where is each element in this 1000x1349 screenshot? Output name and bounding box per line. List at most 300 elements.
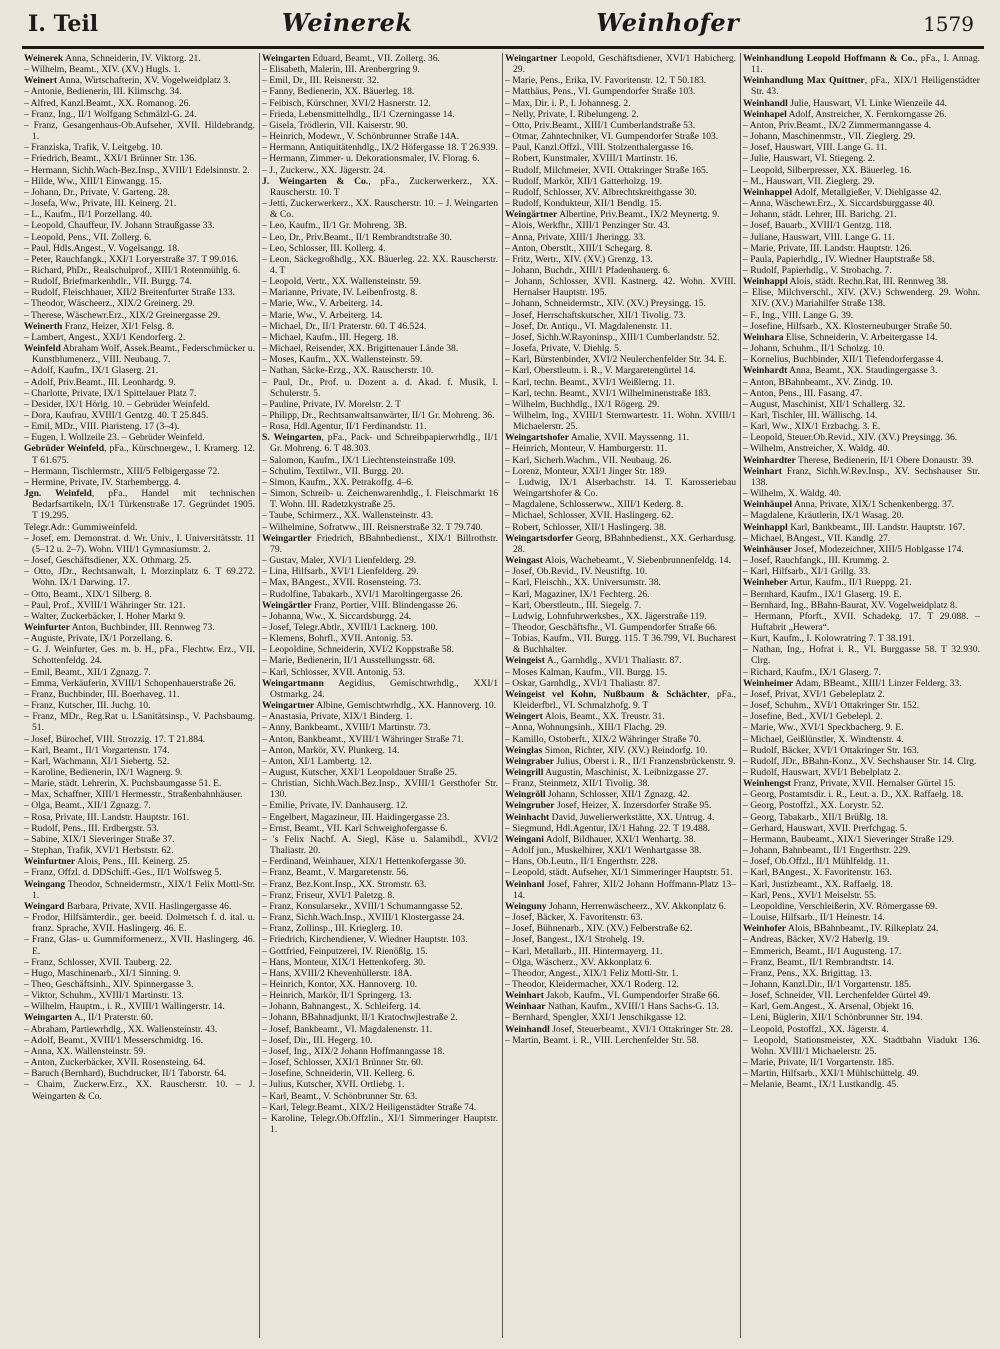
directory-entry — [743, 287, 980, 309]
entry-details: – Johann, Schlosser, XVII. Kastnerg. 42. Wohn. XVIII. Hernalser Hauptstr. 195. — [505, 276, 737, 299]
directory-entry — [743, 800, 980, 811]
directory-entry — [262, 867, 498, 878]
directory-entry — [743, 957, 980, 968]
entry-details: Josef, Heizer, X. Inzersdorfer Straße 95. — [554, 800, 712, 812]
entry-details: – Leni, Büglerin, XII/1 Schönbrunner Str. 194. — [743, 1012, 923, 1024]
entry-details: – August, Maschinist, XII/1 Schallerg. 32. — [743, 398, 906, 410]
directory-entry — [743, 254, 980, 265]
entry-details: – Hermann, Tischlermstr., XIII/5 Felbigergasse 72. — [24, 465, 220, 477]
entry-details: – Melanie, Beamt., IX/1 Lustkandlg. 45. — [743, 1079, 899, 1091]
entry-details: Josef, Fahrer, XII/2 Johann Hoffmann-Platz 13–14. — [513, 878, 737, 901]
entry-details: – Josef, Ing., XIX/2 Johann Hoffmanngasse 18. — [262, 1045, 445, 1057]
directory-entry — [24, 711, 255, 733]
directory-entry — [743, 533, 980, 544]
entry-details: – Karl, Wachmann, XI/1 Siebertg. 52. — [24, 755, 170, 767]
entry-details: Simon, Richter, XIV. (XV.) Reindorfg. 10. — [542, 744, 708, 756]
directory-entry — [743, 879, 980, 890]
directory-entry — [505, 232, 736, 243]
directory-entry — [743, 589, 980, 600]
entry-details: – Hugo, Maschinenarb., XI/1 Sinning. 9. — [24, 967, 181, 979]
entry-details: Anna, Private, XIX/1 Schenkenbergg. 37. — [792, 499, 955, 511]
entry-details: – Johann, Bahnangest., X. Schleiferg. 14. — [262, 1001, 421, 1013]
directory-entry — [24, 142, 255, 153]
directory-entry — [262, 276, 498, 287]
entry-details: – Rudolf, Papierhdlg., V. Strobachg. 7. — [743, 264, 892, 276]
entry-details: – Rudolf, JDr., BBahn-Konz., XV. Sechshauser Str. 14. Clrg. — [743, 755, 977, 767]
entry-details: – Leopold, Pens., VII. Zollerg. 6. — [24, 231, 152, 243]
directory-entry — [24, 867, 255, 878]
directory-entry — [24, 75, 255, 86]
entry-details: – Nelly, Private, I. Ribelungeng. 2. — [505, 108, 639, 120]
directory-entry — [505, 767, 736, 778]
directory-entry — [262, 1091, 498, 1102]
entry-details: – Michael, Geißlünstler, X. Windtenstr. 4. — [743, 733, 904, 745]
directory-entry — [505, 722, 736, 733]
directory-entry — [743, 109, 980, 120]
entry-details: – Marianne, Private, IV. Leibenfrostg. 8. — [262, 287, 418, 299]
entry-details: – Josef, Bankbeamt., VI. Magdalenenstr. 11. — [262, 1023, 433, 1035]
entry-details: – Emma, Verkäuferin, XVIII/1 Schopenhauerstraße 26. — [24, 677, 236, 689]
directory-entry — [262, 142, 498, 153]
entry-details: – Karl, Oberstleutn. i. R., V. Margaretengürtel 14. — [505, 365, 696, 377]
directory-entry — [262, 812, 498, 823]
directory-entry — [505, 332, 736, 343]
directory-entry — [262, 477, 498, 488]
entry-details: – Josef, Bühnenarb., XIV. (XV.) Felberstraße 62. — [505, 923, 693, 935]
directory-entry — [24, 812, 255, 823]
directory-entry — [505, 343, 736, 354]
entry-surname: Weingartner — [505, 53, 558, 64]
entry-details: – Franz, Schlosser, XVII. Tauberg. 22. — [24, 956, 172, 968]
directory-entry — [505, 75, 736, 86]
entry-surname: Weinguny — [505, 900, 547, 912]
entry-details: – Max, Schaffner, XIII/1 Hermesstr., Straßenbahnhäuser. — [24, 789, 243, 801]
directory-entry — [743, 689, 980, 700]
directory-entry — [262, 466, 498, 477]
directory-entry — [262, 1057, 498, 1068]
entry-details: – Gottfried, Feinputzerei, IV. Rienößlg. 15. — [262, 945, 428, 957]
directory-entry — [262, 421, 498, 432]
directory-entry — [743, 756, 980, 767]
directory-entry — [262, 131, 498, 142]
entry-details: – Tobias, Kaufm., VII. Burgg. 115. T 36.799, VI. Bucharest & Buchhalter. — [505, 633, 737, 656]
directory-entry — [505, 678, 736, 689]
directory-entry — [262, 778, 498, 800]
directory-entry — [24, 689, 255, 700]
directory-entry — [505, 254, 736, 265]
entry-details: – Karl, techn. Beamt., XVI/1 Weißlerng. 11. — [505, 376, 675, 388]
entry-details: – Wilhelm, Anstreicher, X. Waldg. 40. — [743, 443, 890, 455]
directory-entry — [262, 700, 498, 711]
directory-entry — [262, 901, 498, 912]
entry-details: – Josef, Ob.Revid., IV. Neustiftg. 10. — [505, 566, 648, 578]
entry-details: – Stephan, Trafik, XVI/1 Herbststr. 62. — [24, 845, 174, 857]
entry-details: – Olga, Wäscherz., XV. Akkonplatz 6. — [505, 956, 652, 968]
directory-entry — [262, 1001, 498, 1012]
entry-details: – Josef, Bauarb., XVIII/1 Gentzg. 118. — [743, 220, 892, 232]
entry-surname: Weinhacht — [505, 811, 550, 823]
directory-entry — [24, 644, 255, 666]
entry-details: – Franz, Beamt., II/1 Rembrandtstr. 14. — [743, 956, 894, 968]
entry-details: – Ferdinand, Weinhauer, XIX/1 Hettenkofergasse 30. — [262, 856, 467, 868]
entry-details: – Leopoldine, Schneiderin, XVI/2 Koppstraße 58. — [262, 644, 454, 656]
directory-entry — [743, 923, 980, 934]
entry-details: – Karl, Ww., XIX/1 Erzbachg. 3. E. — [743, 421, 881, 433]
entry-details: – Leopold, städt. Aufseher, XI/1 Simmeringer Hauptstr. 51. — [505, 867, 733, 879]
entry-details: Adam, BBeamt., XIII/1 Linzer Felderg. 33. — [793, 677, 962, 689]
directory-entry — [743, 544, 980, 555]
entry-details: – Johann, BBahnadjunkt, II/1 Kratochwjlestraße 2. — [262, 1012, 458, 1024]
entry-details: Albine, Gemischtwrhdlg., XX. Hannoverg. 10. — [314, 700, 497, 712]
entry-details: – Marie, Private, II/1 Vorgartenstr. 185. — [743, 1057, 895, 1069]
entry-details: – Anton, Oberstlt., XIII/1 Schegarg. 8. — [505, 242, 653, 254]
entry-surname: Weingraber — [505, 755, 555, 767]
directory-entry — [262, 678, 498, 700]
directory-entry — [24, 243, 255, 254]
entry-surname: Weinerek — [24, 53, 64, 64]
entry-details: – Theo, Geschäftsinh., XIV. Spinnergasse 3. — [24, 978, 194, 990]
directory-entry — [743, 566, 980, 577]
entry-details: Karl, Bankbeamt., III. Landstr. Hauptstr. 167. — [787, 521, 965, 533]
entry-details: Telegr.Adr.: Gummiweinfeld. — [24, 521, 138, 533]
directory-entry — [262, 53, 498, 64]
directory-entry — [743, 734, 980, 745]
entry-details: – Charlotte, Private, IX/1 Spittelauer Platz 7. — [24, 387, 197, 399]
directory-entry — [743, 745, 980, 756]
entry-details: – Julie, Hauswart, VI. Stiegeng. 2. — [743, 153, 875, 165]
directory-entry — [24, 365, 255, 376]
entry-details: , pFa., Kleiderfbrl., VI. Schmalzhofg. 9. T — [513, 688, 737, 712]
directory-entry — [262, 377, 498, 399]
entry-details: – Josef, Dr. Antiqu., VI. Magdalenenstr. 11. — [505, 320, 673, 332]
directory-entry — [743, 343, 980, 354]
directory-entry — [505, 499, 736, 510]
entry-details: – Rudolf, Hauswart, XVI/1 Bebelplatz 2. — [743, 767, 901, 778]
entry-details: – Kornelius, Buchbinder, XII/1 Tiefendorfergasse 4. — [743, 354, 944, 366]
entry-details: – Josef, Privat, XVI/1 Gebeleplatz 2. — [743, 688, 885, 700]
directory-entry — [24, 566, 255, 588]
entry-surname: J. Weingarten & Co. — [262, 175, 369, 187]
entry-details: – Johann, Dr., Private, V. Garteng. 28. — [24, 186, 170, 198]
entry-details: – Martin, Hilfsarb., XXI/1 Mühlschüttelg. 49. — [743, 1068, 919, 1080]
entry-details: – F., Ing., VIII. Lange G. 39. — [743, 309, 854, 321]
directory-entry — [262, 711, 498, 722]
directory-entry — [743, 600, 980, 611]
directory-entry — [743, 332, 980, 343]
directory-entry — [262, 332, 498, 343]
directory-entry — [262, 455, 498, 466]
entry-details: Albertine, Priv.Beamt., IX/2 Meynertg. 9. — [557, 209, 720, 221]
entry-details: – Andreas, Bäcker, XV/2 Haberlg. 19. — [743, 934, 890, 946]
entry-details: – Karl, Hilfsarb., XI/1 Grillg. 33. — [743, 566, 871, 578]
directory-entry — [505, 912, 736, 923]
directory-entry — [262, 745, 498, 756]
directory-entry — [505, 53, 736, 75]
entry-details: – Simon, Kaufm., XX. Petrakoffg. 4–6. — [262, 476, 414, 488]
directory-entry — [743, 466, 980, 488]
entry-surname: Weinhardt — [743, 365, 788, 377]
entry-details: – August, Kutscher, XXI/1 Leopoldauer Straße 25. — [262, 767, 457, 778]
entry-details: – Johann, Bahnbeamt., II/1 Engerthstr. 229. — [743, 845, 911, 857]
entry-details: Anna, Beamt., XX. Staudingergasse 3. — [787, 365, 938, 377]
directory-entry — [24, 232, 255, 243]
entry-details: – Kamillo, Ostoberft., XIX/2 Währinger Straße 70. — [505, 733, 701, 745]
entry-details: – Karl, techn. Beamt., XVI/1 Wilhelminenstraße 183. — [505, 387, 711, 399]
directory-entry — [24, 265, 255, 276]
entry-details: – Anton, Markör, XV. Plunkerg. 14. — [262, 744, 400, 756]
entry-surname: Weingartner — [262, 700, 315, 712]
entry-details: – Franz, Buchbinder, III. Boerhaveg. 11. — [24, 688, 180, 700]
directory-entry — [262, 856, 498, 867]
entry-details: – Wilhelm, Ing., XVIII/1 Sternwartestr. 11. Wohn. XVIII/1 Michaelerstr. 25. — [505, 410, 737, 433]
entry-details: – Otmar, Zahntechniker, VI. Gumpendorfer Straße 103. — [505, 131, 719, 143]
column-3 — [503, 53, 741, 1338]
entry-details: – Karl, Gem.Angest., X. Arsenal, Objekt 16. — [743, 1001, 914, 1013]
directory-entry — [24, 176, 255, 187]
directory-entry — [505, 477, 736, 499]
entry-details: – Michael, BAngest., VII. Kandlg. 27. — [743, 532, 891, 544]
directory-entry — [24, 120, 255, 142]
entry-details: – Johann, städt. Lehrer, III. Barichg. 21. — [743, 209, 897, 221]
entry-details: – Karl, Beamt., II/1 Vorgartenstr. 174. — [24, 744, 170, 756]
entry-details: – Franz, Beamt., V. Margaretenstr. 56. — [262, 867, 409, 879]
entry-details: – Franz, MDr., Reg.Rat u. LSanitätsinsp., V. Pachsbaumg. 51. — [24, 711, 256, 734]
entry-details: – Franz, Offzl. d. DDSchiff.-Ges., II/1 Wolfsweg 5. — [24, 867, 222, 879]
directory-entry — [24, 64, 255, 75]
entry-surname: Weinhengst — [743, 778, 791, 790]
entry-details: – Wilhelm, Hauptm., i. R., XVIII/1 Wallingerstr. 14. — [24, 1001, 225, 1013]
entry-details: – Karl, Oberstleutn., III. Siegelg. 7. — [505, 599, 642, 611]
directory-entry — [262, 298, 498, 309]
directory-entry — [24, 1024, 255, 1035]
entry-details: – Leon, Säckegroßhdlg., XX. Bäuerleg. 22. XX. Rauscherstr. 4. T — [262, 253, 498, 276]
directory-entry — [743, 388, 980, 399]
entry-surname: Weingärtner — [505, 209, 558, 221]
directory-entry — [262, 722, 498, 733]
directory-entry — [262, 767, 498, 778]
directory-entry — [743, 1012, 980, 1023]
entry-details: – Josef, Geschäftsdiener, XX. Othmarg. 25. — [24, 555, 192, 567]
entry-details: Josef, Steuerbeamt., XVI/1 Ottakringer Str. 28. — [549, 1023, 733, 1035]
entry-details: – Leopold, Silberpresser, XX. Bäuerleg. 16. — [743, 164, 912, 176]
directory-entry — [262, 577, 498, 588]
entry-details: Friedrich, BBahnbedienst., XIX/1 Billrothstr. 79. — [270, 532, 498, 555]
entry-details: Eduard, Beamt., VII. Zollerg. 36. — [309, 53, 440, 64]
entry-details: Josef, Modezeichner, XIII/5 Hoblgasse 174. — [792, 543, 964, 555]
entry-details: Augustin, Maschinist, X. Leibnizgasse 27. — [543, 767, 709, 778]
entry-details: – Marie, Private, III. Landstr. Hauptstr. 126. — [743, 242, 912, 254]
directory-entry — [743, 443, 980, 454]
directory-entry — [505, 600, 736, 611]
entry-details: – Lorenz, Monteur, XXI/1 Jinger Str. 189. — [505, 465, 667, 477]
entry-details: – Juliane, Hauswart, VIII. Lange G. 11. — [743, 231, 895, 243]
entry-details: – Josefine, Bed., XVI/1 Gebelepl. 2. — [743, 711, 883, 723]
directory-entry — [24, 622, 255, 633]
entry-details: – Paul, Hdls.Angest., V. Vogelsangg. 18. — [24, 242, 180, 254]
entry-details: – Franz, Ing., II/1 Wolfgang Schmälzl-G. 24. — [24, 108, 197, 120]
entry-details: , pFa., Kürschnergew., I. Kramerg. 12. T 61.675. — [32, 443, 255, 466]
directory-entry — [505, 856, 736, 867]
directory-entry — [743, 667, 980, 678]
directory-entry — [505, 957, 736, 968]
directory-entry — [24, 901, 255, 912]
directory-entry — [505, 533, 736, 555]
directory-entry — [743, 1079, 980, 1090]
entry-details: Abraham Wolf, Assek.Beamt., Federschmücker u. Kunstblumenerz., VIII. Neubaug. 7. — [32, 343, 256, 366]
directory-entry — [262, 622, 498, 633]
directory-entry — [505, 812, 736, 823]
directory-entry — [743, 778, 980, 789]
directory-entry — [24, 957, 255, 968]
entry-details: – Ernst, Beamt., VII. Karl Schweighofergasse 6. — [262, 822, 448, 834]
directory-entry — [262, 890, 498, 901]
directory-entry — [505, 466, 736, 477]
entry-details: Adolf, Anstreicher, X. Fernkorngasse 26. — [786, 108, 947, 120]
entry-details: – Klemens, Bohrfl., XVII. Antonig. 53. — [262, 633, 414, 645]
entry-details: – Adolf, Priv.Beamt., III. Leonhardg. 9. — [24, 376, 176, 388]
entry-details: – Olga, Beamt., XII/1 Zgnazg. 7. — [24, 800, 151, 812]
entry-details: – Anna, Wohnungsinh., XIII/1 Flachg. 29. — [505, 722, 667, 734]
directory-entry — [24, 477, 255, 488]
entry-details: – Hermann, Zimmer- u. Dekorationsmaler, IV. Florag. 6. — [262, 153, 480, 165]
entry-details: – Max, Dir. i. P., I. Johannesg. 2. — [505, 97, 631, 109]
entry-details: – Heinrich, Modewr., V. Schönbrunner Straße 14A. — [262, 131, 460, 143]
directory-entry — [743, 1035, 980, 1057]
directory-entry — [24, 990, 255, 1001]
directory-entry — [262, 1079, 498, 1090]
directory-entry — [505, 589, 736, 600]
directory-entry — [505, 611, 736, 622]
entry-surname: Weingrill — [505, 767, 544, 778]
entry-details: Johann, Herrenwäscheerz., XV. Akkonplatz 6. — [546, 900, 726, 912]
entry-details: – Wilhelm, X. Waldg. 40. — [743, 488, 842, 500]
directory-entry — [24, 86, 255, 97]
entry-details: – Hilde, Ww., XIII/1 Einwangg. 15. — [24, 175, 162, 187]
entry-details: – Emilie, Private, IV. Danhauserg. 12. — [262, 800, 408, 812]
entry-details: – Franz, Sichh.Wach.Insp., XVIII/1 Klostergasse 24. — [262, 912, 465, 924]
directory-entry — [505, 187, 736, 198]
directory-entry — [262, 1046, 498, 1057]
entry-details: Adolf, Bildhauer, XXI/1 Wenhartg. 38. — [543, 833, 696, 845]
directory-entry — [24, 432, 255, 443]
directory-entry — [262, 153, 498, 164]
entry-details: – Schulim, Textilwr., VII. Burgg. 20. — [262, 465, 404, 477]
directory-entry — [262, 957, 498, 968]
directory-entry — [24, 589, 255, 600]
entry-details: – Josef, Bürochef, VIII. Strozzig. 17. T 21.884. — [24, 733, 206, 745]
directory-entry — [24, 466, 255, 477]
directory-entry — [743, 488, 980, 499]
entry-details: Franz, Private, XVII. Hernalser Gürtel 15. — [791, 778, 956, 790]
entry-details: – Josefa, Ww., Private, III. Keinerg. 21. — [24, 198, 177, 210]
directory-entry — [505, 354, 736, 365]
directory-entry — [505, 577, 736, 588]
directory-entry — [262, 611, 498, 622]
directory-entry — [743, 421, 980, 432]
entry-details: – G. J. Weinfurter, Ges. m. b. H., pFa., Flechtw. Erz., VII. Schottenfeldg. 24. — [24, 644, 256, 667]
entry-details: – Alfred, Kanzl.Beamt., XX. Romanog. 26. — [24, 97, 191, 109]
part-label: I. Teil — [28, 11, 99, 37]
directory-entry — [262, 990, 498, 1001]
directory-entry — [505, 778, 736, 789]
entry-details: – Anton, BBahnbeamt., XV. Zindg. 10. — [743, 376, 893, 388]
directory-entry — [24, 600, 255, 611]
directory-entry — [24, 678, 255, 689]
directory-entry — [743, 823, 980, 834]
entry-details: , pFa., XIX/1 Heiligenstädter Str. 43. — [751, 75, 980, 98]
entry-details: – Theodor, Angest., XIX/1 Feliz Mottl-Str. 1. — [505, 967, 679, 979]
entry-surname: Weingruber — [505, 800, 555, 812]
directory-entry — [505, 655, 736, 666]
entry-surname: Weingarten — [262, 53, 310, 64]
entry-details: – Siegmund, Hdl.Agentur, IX/1 Hahng. 22. T 19.488. — [505, 822, 710, 834]
entry-details: – Ludwig, IX/1 Alserbachstr. 14. T. Karosseriebau Weingartshofer & Co. — [505, 476, 737, 500]
entry-details: – Marie, Ww., V. Arbeiterg. 14. — [262, 298, 383, 310]
directory-entry — [24, 276, 255, 287]
entry-details: – Martin, Beamt. i. R., VIII. Lerchenfelder Str. 58. — [505, 1034, 699, 1046]
entry-details: – Michael, Kaufm., III. Hegerg. 18. — [262, 331, 399, 343]
entry-details: – Auguste, Private, IX/1 Porzellang. 6. — [24, 633, 173, 645]
entry-details: – Karl, Bürstenbinder, XVI/2 Neulerchenfelder Str. 34. E. — [505, 354, 727, 366]
entry-details: – Georg, Postamtsdir. i. R., Leut. a. D., XX. Raffaelg. 18. — [743, 789, 964, 801]
entry-details: – Karl, BAngest., X. Favoritenstr. 163. — [743, 867, 892, 879]
directory-entry — [743, 633, 980, 644]
directory-entry — [505, 1012, 736, 1023]
directory-entry — [24, 488, 255, 521]
directory-entry — [24, 109, 255, 120]
directory-entry — [505, 789, 736, 800]
entry-details: – Adolf, Kaufm., IX/1 Glaserg. 21. — [24, 365, 159, 377]
directory-entry — [505, 979, 736, 990]
directory-entry — [505, 800, 736, 811]
directory-entry — [505, 745, 736, 756]
directory-entry — [743, 310, 980, 321]
directory-entry — [505, 165, 736, 176]
entry-details: – Eugen, I. Wollzeile 23. – Gebrüder Weinfeld. — [24, 432, 205, 444]
directory-entry — [24, 287, 255, 298]
directory-entry — [262, 667, 498, 678]
directory-entry — [262, 488, 498, 510]
directory-entry — [743, 165, 980, 176]
directory-entry — [743, 510, 980, 521]
directory-entry — [262, 399, 498, 410]
entry-details: – Johann, Schneidermstr., XIV. (XV.) Preysingg. 15. — [505, 298, 706, 310]
directory-entry — [24, 756, 255, 767]
entry-details: – Theodor, Kleidermacher, XX/1 Roderg. 12. — [505, 978, 679, 990]
entry-details: – Hermann, Antiquitätenhdlg., IX/2 Höfergasse 18. T 26.939. — [262, 142, 498, 154]
directory-entry — [24, 410, 255, 421]
entry-details: – Franz, Konsularsekr., XVIII/1 Schumanngasse 52. — [262, 900, 463, 912]
directory-entry — [505, 946, 736, 957]
directory-entry — [743, 75, 980, 97]
left-guide-word: Weinerek — [281, 8, 413, 37]
entry-details: – M., Hauswart, VII. Zieglerg. 29. — [743, 175, 875, 187]
column-1 — [22, 53, 260, 1338]
entry-details: – Josef, Bäcker, X. Favoritenstr. 63. — [505, 912, 643, 924]
entry-details: – Matthäus, Pens., VI. Gumpendorfer Straße 103. — [505, 86, 696, 98]
directory-entry — [262, 823, 498, 834]
entry-details: – Heinrich, Markör, II/1 Springerg. 13. — [262, 990, 412, 1002]
directory-entry — [505, 901, 736, 912]
directory-entry — [24, 555, 255, 566]
directory-entry — [262, 589, 498, 600]
directory-entry — [743, 867, 980, 878]
entry-details: – Josef, Ob.Offzl., II/1 Mühlfeldg. 11. — [743, 856, 890, 868]
directory-entry — [743, 934, 980, 945]
directory-entry — [24, 767, 255, 778]
directory-entry — [743, 98, 980, 109]
entry-details: – Leo, Dr., Priv.Beamt., II/1 Rembrandtstraße 30. — [262, 231, 452, 243]
